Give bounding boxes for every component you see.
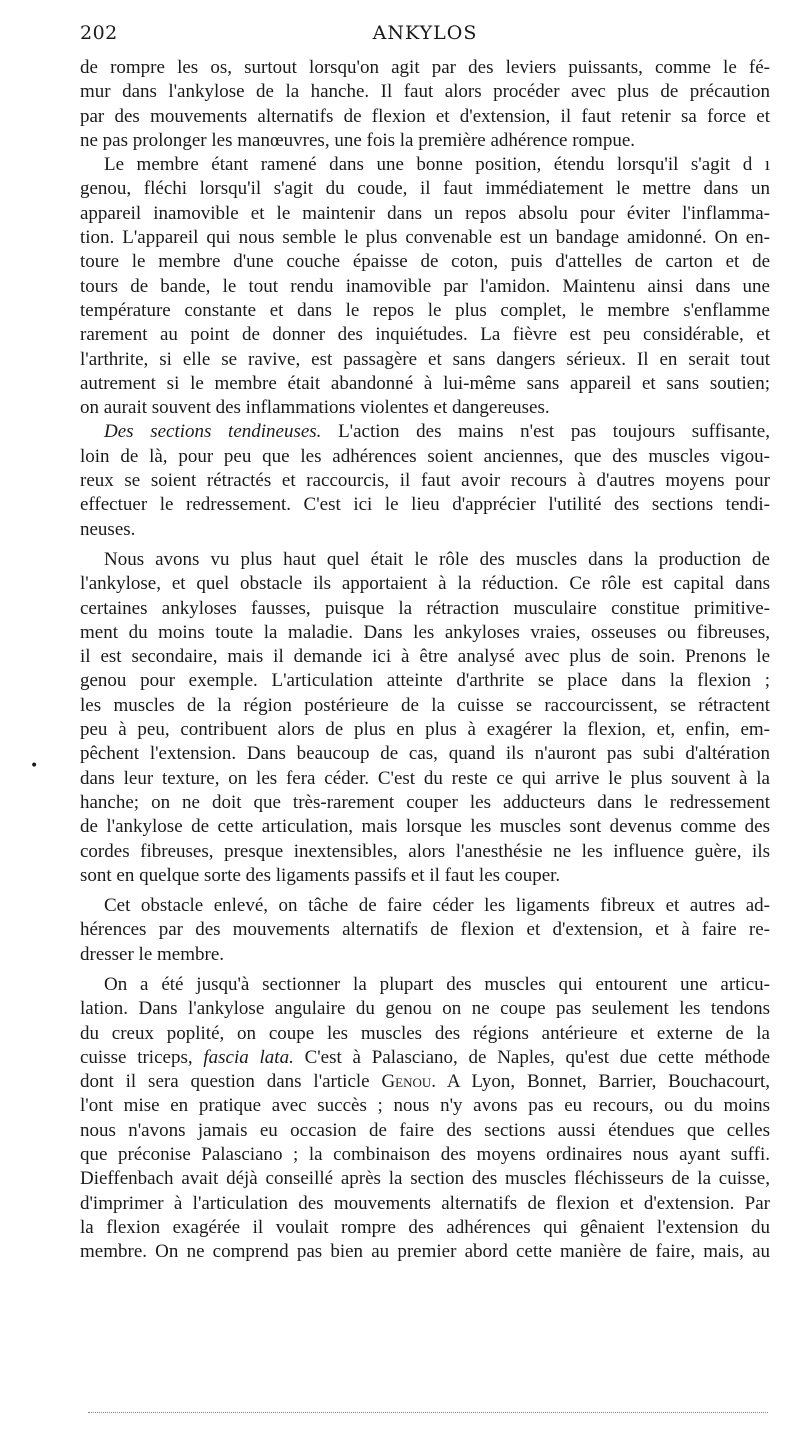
text-line: l'arthrite, si elle se ravive, est passagère et sans dangers sérieux. Il en serait tout — [80, 348, 770, 370]
text-line: Dieffenbach avait déjà conseillé après la section des muscles fléchisseurs de la cuisse, — [80, 1168, 770, 1190]
paragraph-3 — [80, 420, 770, 541]
text-line: mur dans l'ankylose de la hanche. Il faut alors procéder avec plus de précaution — [80, 81, 770, 103]
text-line — [80, 1070, 770, 1094]
text-line: l'ont mise en pratique avec succès ; nous n'y avons pas eu recours, ou du moins — [80, 1095, 770, 1117]
text-line: d'imprimer à l'articulation des mouvements alternatifs de flexion et d'extension. Par — [80, 1192, 770, 1214]
text-line: certaines ankyloses fausses, puisque la rétraction musculaire constitue primitive- — [80, 597, 770, 619]
text-line: du creux poplité, on coupe les muscles des régions antérieure et externe de la — [80, 1022, 770, 1044]
section-heading: Des sections tendineuses. — [104, 421, 322, 443]
text-line: de l'ankylose de cette articulation, mais lorsque les muscles sont devenus comme des — [80, 816, 770, 838]
text-line: toure le membre d'une couche épaisse de coton, puis d'attelles de carton et de — [80, 251, 770, 273]
text-line: la flexion exagérée il voulait rompre des adhérences qui gênaient l'extension du — [80, 1216, 770, 1238]
text-line: il est secondaire, mais il demande ici à être analysé avec plus de soin. Prenons le — [80, 646, 770, 668]
paragraph-5 — [80, 894, 770, 967]
text-line: Le membre étant ramené dans une bonne position, étendu lorsqu'il s'agit d ı — [104, 154, 770, 176]
text-line: cordes fibreuses, presque inextensibles, alors l'anesthésie ne les influence guère, ils — [80, 840, 770, 862]
article-reference: Genou. — [381, 1071, 437, 1093]
text-fragment: dont il sera question dans l'article — [80, 1071, 382, 1093]
text-line: On a été jusqu'à sectionner la plupart des muscles qui entourent une articu- — [104, 973, 770, 995]
text-line — [80, 1046, 770, 1070]
text-fragment: C'est à Palasciano, de Naples, qu'est due cette méthode — [293, 1046, 771, 1068]
text-line: on aurait souvent des inflammations violentes et dangereuses. — [80, 397, 550, 419]
text-line: hanche; on ne doit que très-rarement couper les adducteurs dans le redressement — [80, 791, 770, 813]
text-line: sont en quelque sorte des ligaments passifs et il faut les couper. — [80, 864, 561, 886]
book-page — [80, 22, 770, 1265]
text-line — [80, 420, 770, 444]
text-line: hérences par des mouvements alternatifs de flexion et d'extension, et à faire re- — [80, 919, 770, 941]
text-line: que préconise Palasciano ; la combinaison des moyens ordinaires nous ayant suffi. — [80, 1144, 770, 1166]
paragraph-1 — [80, 56, 770, 153]
page-number: 202 — [80, 22, 118, 44]
text-line: membre. On ne comprend pas bien au premier abord cette manière de faire, mais, au — [80, 1241, 770, 1263]
text-line: peu à peu, contribuent alors de plus en plus à exagérer la flexion, et, enfin, em- — [80, 719, 770, 741]
text-line: lation. Dans l'ankylose angulaire du genou on ne coupe pas seulement les tendons — [80, 998, 770, 1020]
paragraph-6 — [80, 973, 770, 1265]
text-line: Nous avons vu plus haut quel était le rôle des muscles dans la production de — [104, 548, 770, 570]
text-line: autrement si le membre était abandonné à lui-même sans appareil et sans soutien; — [80, 372, 770, 394]
text-line: dresser le membre. — [80, 943, 225, 965]
text-line: dans leur texture, on les fera céder. C'est du reste ce qui arrive le plus souvent à la — [80, 767, 770, 789]
text-line: de rompre les os, surtout lorsqu'on agit par des leviers puissants, comme le fé- — [80, 57, 770, 78]
text-line: rarement au point de donner des inquiétudes. La fièvre est peu considérable, et — [80, 324, 770, 346]
text-line: reux se soient rétractés et raccourcis, il faut avoir recours à d'autres moyens pour — [80, 470, 770, 492]
text-line: par des mouvements alternatifs de flexion et d'extension, il faut retenir sa force et — [80, 105, 770, 127]
text-fragment: A Lyon, Bonnet, Barrier, Bouchacourt, — [436, 1071, 770, 1093]
text-line: Cet obstacle enlevé, on tâche de faire céder les ligaments fibreux et autres ad- — [104, 895, 770, 917]
footer-dotted-rule — [88, 1412, 768, 1413]
italic-term: fascia lata. — [203, 1046, 294, 1068]
margin-mark: • — [30, 758, 39, 774]
text-line: effectuer le redressement. C'est ici le lieu d'apprécier l'utilité des sections tendi- — [80, 494, 770, 516]
text-line: neuses. — [80, 518, 136, 540]
body-text — [80, 56, 770, 1265]
text-fragment: cuisse triceps, — [80, 1046, 204, 1068]
text-line: nous n'avons jamais eu occasion de faire des sections aussi étendues que celles — [80, 1119, 770, 1141]
text-line: pêchent l'extension. Dans beaucoup de cas, quand ils n'auront pas subi d'altération — [80, 743, 770, 765]
text-line: température constante et dans le repos le plus complet, le membre s'enflamme — [80, 299, 770, 321]
text-line: ne pas prolonger les manœuvres, une fois la première adhérence rompue. — [80, 129, 636, 151]
paragraph-4 — [80, 548, 770, 888]
text-line: tours de bande, le tout rendu inamovible par l'amidon. Maintenu ainsi dans une — [80, 275, 770, 297]
running-title: ANKYLOS — [372, 22, 478, 44]
text-line: appareil inamovible et le maintenir dans un repos absolu pour éviter l'inflamma- — [80, 202, 770, 224]
text-line: les muscles de la région postérieure de la cuisse se raccourcissent, se rétractent — [80, 694, 770, 716]
text-line: genou pour exemple. L'articulation atteinte d'arthrite se place dans la flexion ; — [80, 670, 770, 692]
text-line: genou, fléchi lorsqu'il s'agit du coude, il faut immédiatement le mettre dans un — [80, 178, 770, 200]
text-line: loin de là, pour peu que les adhérences soient anciennes, que des muscles vigou- — [80, 445, 770, 467]
text-line: l'ankylose, et quel obstacle ils apportaient à la réduction. Ce rôle est capital dans — [80, 573, 770, 595]
text-line: ment du moins toute la maladie. Dans les ankyloses vraies, osseuses ou fibreuses, — [80, 621, 770, 643]
paragraph-2 — [80, 153, 770, 420]
text-line: tion. L'appareil qui nous semble le plus convenable est un bandage amidonné. On en- — [80, 227, 770, 249]
page-header — [80, 22, 770, 52]
text-fragment: L'action des mains n'est pas toujours suffisante, — [321, 421, 770, 443]
